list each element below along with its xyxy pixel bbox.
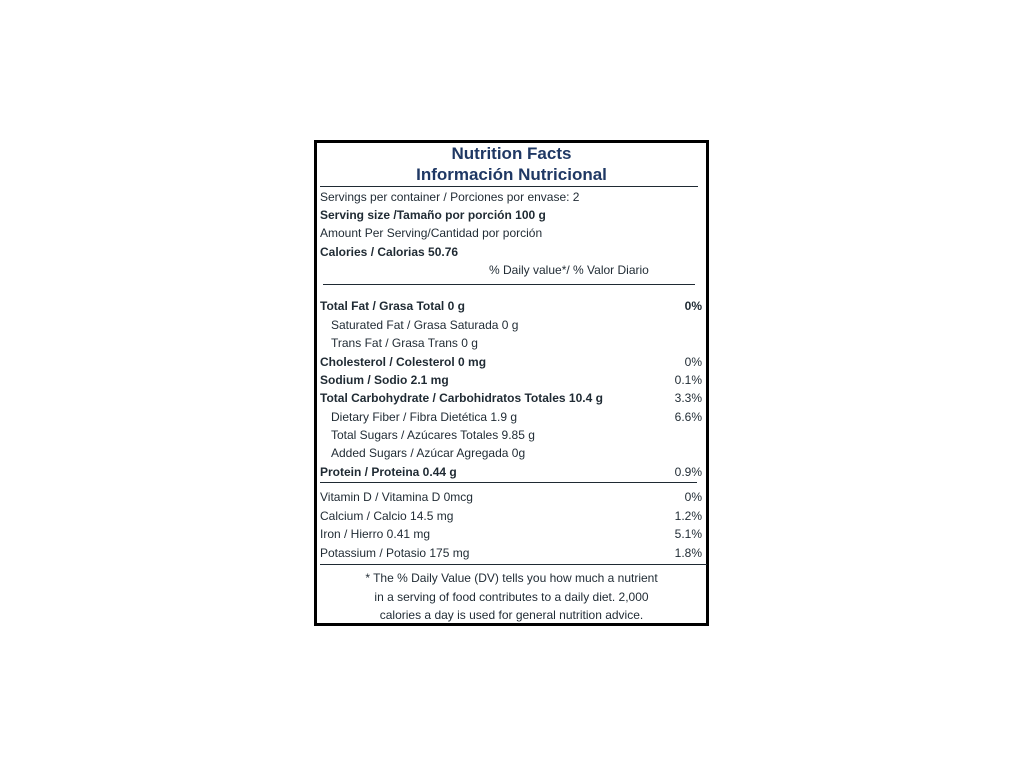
vitamin-daily-value: 1.8% (674, 546, 702, 560)
servings-per-container: Servings per container / Porciones por envase: 2 (320, 190, 580, 204)
servings-row (320, 188, 702, 206)
amount-per-serving-row (320, 224, 702, 242)
footnote-line: * The % Daily Value (DV) tells you how much a nutrient (365, 571, 658, 585)
nutrient-row-total-sugars (320, 426, 702, 444)
nutrient-name: Sodium / Sodio 2.1 mg (320, 373, 449, 387)
nutrition-facts-label (314, 140, 709, 626)
vitamin-name: Vitamin D / Vitamina D 0mcg (320, 490, 473, 504)
nutrient-row-saturated-fat (320, 316, 702, 334)
vitamin-daily-value: 0% (684, 490, 702, 504)
footnote-line: calories a day is used for general nutrition advice. (379, 608, 644, 622)
nutrient-name: Dietary Fiber / Fibra Dietética 1.9 g (331, 410, 518, 424)
nutrient-name: Cholesterol / Colesterol 0 mg (320, 355, 487, 369)
nutrient-daily-value: 0.1% (674, 373, 702, 387)
nutrient-name: Trans Fat / Grasa Trans 0 g (331, 336, 478, 350)
title-spanish: Información Nutricional (416, 165, 607, 184)
nutrient-daily-value: 0% (684, 355, 702, 369)
serving-size: Serving size /Tamaño por porción 100 g (320, 208, 546, 222)
vitamin-row-vitamin-d (320, 488, 702, 506)
vitamin-row-potassium (320, 544, 702, 562)
calories: Calories / Calorias 50.76 (320, 245, 459, 259)
amount-per-serving: Amount Per Serving/Cantidad por porción (320, 226, 543, 240)
calories-row (320, 243, 702, 261)
nutrient-name: Total Fat / Grasa Total 0 g (320, 299, 465, 313)
nutrient-name: Total Carbohydrate / Carbohidratos Totales 10.4 g (320, 391, 603, 405)
nutrient-row-added-sugars (320, 444, 702, 462)
footnote (327, 569, 696, 625)
nutrient-name: Protein / Proteina 0.44 g (320, 465, 457, 479)
vitamin-daily-value: 1.2% (674, 509, 702, 523)
nutrient-daily-value: 0.9% (674, 465, 702, 479)
nutrient-daily-value: 3.3% (674, 391, 702, 405)
serving-size-row (320, 206, 702, 224)
daily-value-header: % Daily value*/ % Valor Diario (489, 263, 649, 277)
vitamin-daily-value: 5.1% (674, 527, 702, 541)
footnote-line: in a serving of food contributes to a daily diet. 2,000 (374, 589, 649, 604)
nutrient-row-total-carbohydrate (320, 389, 702, 407)
vitamin-name: Calcium / Calcio 14.5 mg (320, 509, 454, 523)
calories-divider (323, 284, 695, 285)
title-divider (320, 186, 698, 187)
nutrient-row-trans-fat (320, 334, 702, 352)
vitamin-row-calcium (320, 507, 702, 525)
nutrient-name: Saturated Fat / Grasa Saturada 0 g (331, 318, 519, 332)
nutrient-row-total-fat (320, 297, 702, 315)
vitamins-divider (320, 564, 707, 565)
title-english: Nutrition Facts (451, 144, 572, 163)
protein-divider (320, 482, 697, 483)
vitamin-name: Potassium / Potasio 175 mg (320, 546, 470, 560)
nutrient-name: Added Sugars / Azúcar Agregada 0g (331, 446, 526, 460)
nutrient-daily-value: 6.6% (674, 410, 702, 424)
nutrient-row-cholesterol (320, 353, 702, 371)
nutrient-row-protein (320, 463, 702, 481)
vitamin-row-iron (320, 525, 702, 543)
nutrient-row-dietary-fiber (320, 408, 702, 426)
nutrient-daily-value: 0% (684, 299, 702, 313)
vitamin-name: Iron / Hierro 0.41 mg (320, 527, 431, 541)
nutrient-row-sodium (320, 371, 702, 389)
nutrient-name: Total Sugars / Azúcares Totales 9.85 g (331, 428, 535, 442)
